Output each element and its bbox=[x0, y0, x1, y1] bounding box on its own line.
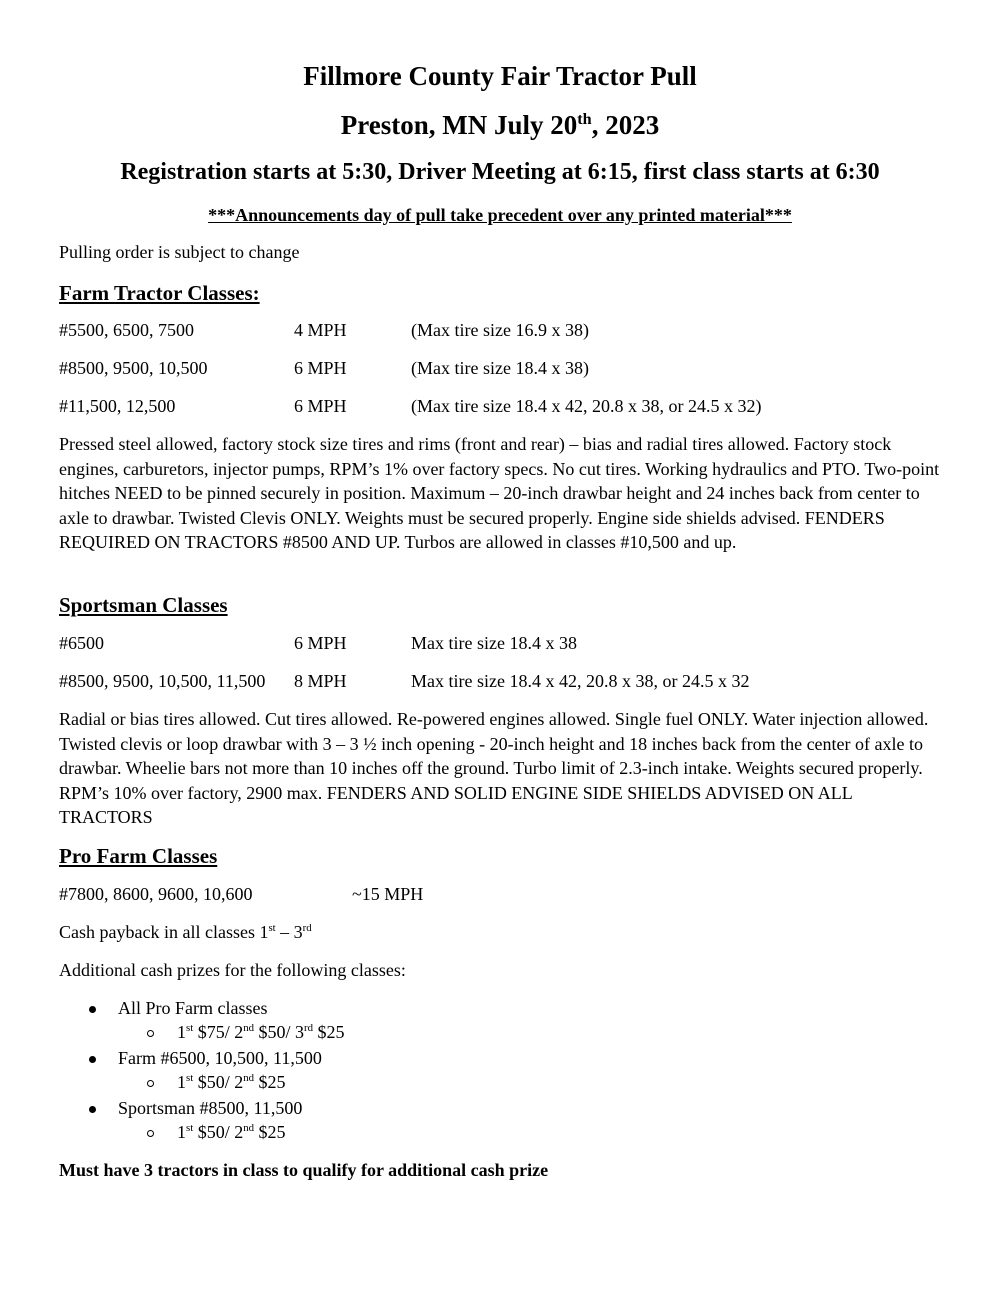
sportsman-row-speed: 8 MPH bbox=[294, 671, 347, 691]
farm-row-classes: #5500, 6500, 7500 bbox=[59, 320, 194, 340]
prizes-intro: Additional cash prizes for the following classes: bbox=[59, 960, 406, 980]
farm-row-classes: #11,500, 12,500 bbox=[59, 396, 176, 416]
sportsman-row-speed: 6 MPH bbox=[294, 633, 347, 653]
prize-place: 1 bbox=[177, 1072, 186, 1092]
prize-sup: st bbox=[186, 1022, 194, 1034]
prize-sup: st bbox=[186, 1072, 194, 1084]
profarm-classes-heading: Pro Farm Classes bbox=[59, 844, 218, 868]
sportsman-classes-heading: Sportsman Classes bbox=[59, 593, 228, 617]
event-date-sup: th bbox=[577, 110, 592, 128]
prize-class-label: Sportsman #8500, 11,500 bbox=[118, 1098, 303, 1118]
event-date-text: Preston, MN July 20 bbox=[340, 110, 578, 140]
bullet-icon bbox=[89, 1106, 96, 1113]
prize-amounts bbox=[177, 1022, 345, 1043]
cash-payback-note bbox=[59, 922, 312, 943]
sub-bullet-icon bbox=[147, 1080, 154, 1087]
farm-rules-paragraph: Pressed steel allowed, factory stock size tires and rims (front and rear) – bias and radial tires allowed. Factory stock engines, carburetors, injector pumps, RPM’s 1% over factory specs. No cut tires. Working hydraulics and PTO. Two-point hitches NEED to be pinned securely in position. Maximum – 20-inch drawbar height and 24 inches back from center to axle to drawbar. Twisted Clevis ONLY. Weights must be secured properly. Engine side shields advised. FENDERS REQUIRED ON TRACTORS #8500 AND UP. Turbos are allowed in classes #10,500 and up. bbox=[59, 434, 940, 552]
prize-class-label: Farm #6500, 10,500, 11,500 bbox=[118, 1048, 322, 1068]
pulling-order-note: Pulling order is subject to change bbox=[59, 242, 300, 262]
prize-place: 1 bbox=[177, 1022, 186, 1042]
prize-place: 1 bbox=[177, 1122, 186, 1142]
event-date-year: , 2023 bbox=[591, 110, 660, 140]
farm-row-tires: (Max tire size 18.4 x 38) bbox=[411, 358, 589, 378]
prize-amount: $25 bbox=[254, 1122, 286, 1142]
prize-amount: $25 bbox=[254, 1072, 286, 1092]
profarm-row-classes: #7800, 8600, 9600, 10,600 bbox=[59, 884, 253, 904]
sub-bullet-icon bbox=[147, 1030, 154, 1037]
prize-amounts bbox=[177, 1122, 286, 1143]
sportsman-row-tires: Max tire size 18.4 x 38 bbox=[411, 633, 577, 653]
prize-amount: $25 bbox=[313, 1022, 345, 1042]
farm-classes-heading: Farm Tractor Classes: bbox=[59, 281, 260, 305]
farm-row-classes: #8500, 9500, 10,500 bbox=[59, 358, 208, 378]
sportsman-row-classes: #6500 bbox=[59, 633, 104, 653]
event-date bbox=[0, 110, 1000, 141]
sportsman-row-tires: Max tire size 18.4 x 42, 20.8 x 38, or 24.5 x 32 bbox=[411, 671, 750, 691]
bullet-icon bbox=[89, 1006, 96, 1013]
payback-sup-third: rd bbox=[302, 922, 312, 934]
schedule-line: Registration starts at 5:30, Driver Meeting at 6:15, first class starts at 6:30 bbox=[120, 159, 880, 185]
prize-amounts bbox=[177, 1072, 286, 1093]
farm-row-tires: (Max tire size 18.4 x 42, 20.8 x 38, or 24.5 x 32) bbox=[411, 396, 762, 416]
payback-text: Cash payback in all classes 1 bbox=[59, 922, 269, 942]
prize-class-label: All Pro Farm classes bbox=[118, 998, 268, 1018]
qualification-note: Must have 3 tractors in class to qualify for additional cash prize bbox=[59, 1160, 549, 1180]
sportsman-rules-paragraph: Radial or bias tires allowed. Cut tires allowed. Re-powered engines allowed. Single fuel ONLY. Water injection allowed. Twisted clevis or loop drawbar with 3 – 3 ½ inch opening - 20-inch height and 18 inches back from the center of axle to drawbar. Wheelie bars not more than 10 inches off the ground. Turbo limit of 2.3-inch intake. Weights secured properly. RPM’s 10% over factory, 2900 max. FENDERS AND SOLID ENGINE SIDE SHIELDS ADVISED ON ALL TRACTORS bbox=[59, 709, 929, 827]
bullet-icon bbox=[89, 1056, 96, 1063]
prize-sup: st bbox=[186, 1122, 194, 1134]
prize-amount: $75/ 2 bbox=[193, 1022, 244, 1042]
prize-sup: nd bbox=[243, 1022, 255, 1034]
prize-sup: rd bbox=[304, 1022, 314, 1034]
prize-amount: $50/ 3 bbox=[254, 1022, 305, 1042]
sub-bullet-icon bbox=[147, 1130, 154, 1137]
farm-row-speed: 6 MPH bbox=[294, 396, 347, 416]
sportsman-row-classes: #8500, 9500, 10,500, 11,500 bbox=[59, 671, 266, 691]
announcement-note: ***Announcements day of pull take precedent over any printed material*** bbox=[208, 205, 792, 225]
prize-sup: nd bbox=[243, 1122, 255, 1134]
prize-sup: nd bbox=[243, 1072, 255, 1084]
prize-amount: $50/ 2 bbox=[193, 1072, 244, 1092]
farm-row-speed: 4 MPH bbox=[294, 320, 347, 340]
profarm-row-speed: ~15 MPH bbox=[352, 884, 424, 904]
farm-row-tires: (Max tire size 16.9 x 38) bbox=[411, 320, 589, 340]
prize-amount: $50/ 2 bbox=[193, 1122, 244, 1142]
payback-dash: – 3 bbox=[275, 922, 303, 942]
payback-sup-first: st bbox=[268, 922, 276, 934]
document-title: Fillmore County Fair Tractor Pull bbox=[303, 61, 697, 91]
farm-row-speed: 6 MPH bbox=[294, 358, 347, 378]
